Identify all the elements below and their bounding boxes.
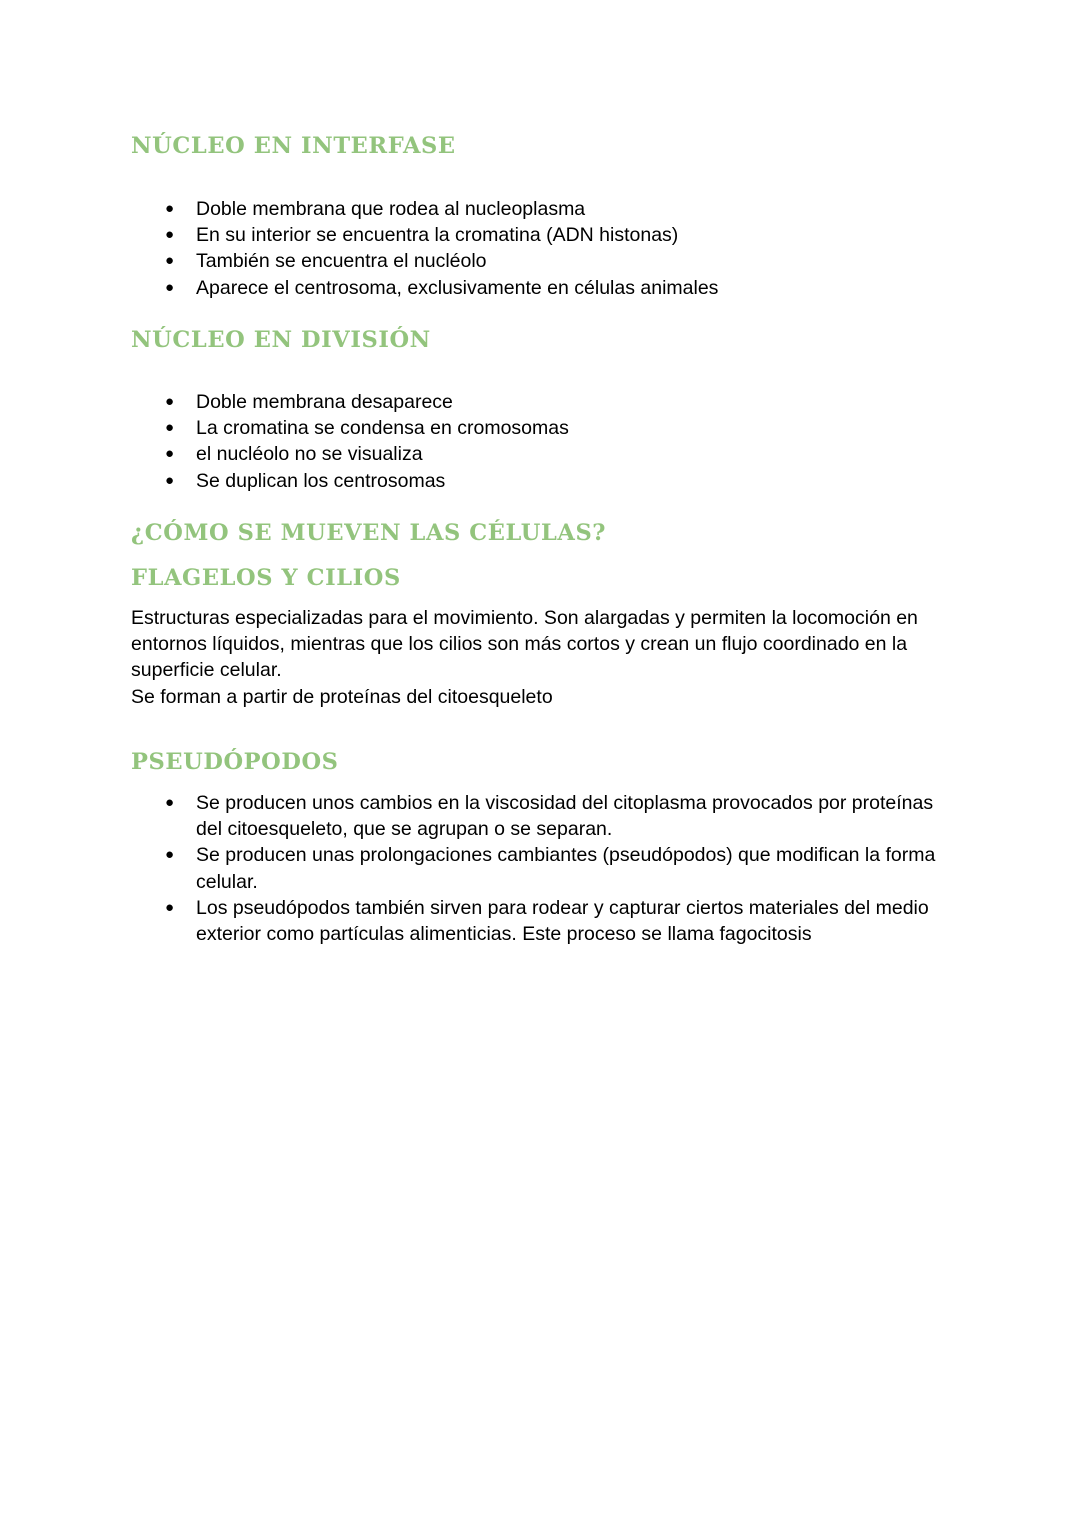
heading-nucleo-interfase: NÚCLEO EN INTERFASE <box>131 133 456 159</box>
list-item: ● Se duplican los centrosomas <box>131 468 961 494</box>
bullet-icon: ● <box>165 471 175 489</box>
heading-flagelos-cilios: FLAGELOS Y CILIOS <box>131 565 401 591</box>
list-item: ● En su interior se encuentra la cromatina (ADN histonas) <box>131 222 961 248</box>
bullet-icon: ● <box>165 200 175 217</box>
heading-pseudopodos: PSEUDÓPODOS <box>131 749 339 775</box>
list-nucleo-division <box>131 389 961 494</box>
list-item: ● La cromatina se condensa en cromosomas <box>131 415 961 441</box>
list-item: ● Se producen unos cambios en la viscosidad del citoplasma provocados por proteínas del citoesqueleto, que se agrupan o se separan. <box>165 792 934 841</box>
bullet-icon: ● <box>165 393 175 410</box>
list-item: ● el nucléolo no se visualiza <box>131 441 961 467</box>
list-item: ● Aparece el centrosoma, exclusivamente en células animales <box>131 275 961 301</box>
list-item: ● También se encuentra el nucléolo <box>131 248 961 274</box>
list-item: ● Doble membrana desaparece <box>131 389 961 415</box>
bullet-icon: ● <box>165 794 175 811</box>
list-item: ● Los pseudópodos también sirven para rodear y capturar ciertos materiales del medio exterior como partículas alimenticias. Este proceso se llama fagocitosis <box>165 896 929 946</box>
paragraph-flagelos: Estructuras especializadas para el movimiento. Son alargadas y permiten la locomoción en entornos líquidos, mientras que los cilios son más cortos y crean un flujo coordinado en la superficie celular. <box>131 607 918 682</box>
bullet-icon: ● <box>165 278 175 296</box>
bullet-icon: ● <box>165 846 175 864</box>
heading-nucleo-division: NÚCLEO EN DIVISIÓN <box>131 327 431 353</box>
list-item: ● Se producen unas prolongaciones cambiantes (pseudópodos) que modifican la forma celular. <box>165 844 936 893</box>
list-pseudopodos <box>131 790 961 947</box>
heading-como-se-mueven: ¿CÓMO SE MUEVEN LAS CÉLULAS? <box>131 520 607 546</box>
bullet-icon: ● <box>165 252 175 270</box>
bullet-icon: ● <box>165 419 175 437</box>
list-item: ● Doble membrana que rodea al nucleoplasma <box>131 196 961 222</box>
bullet-icon: ● <box>165 226 175 244</box>
bullet-icon: ● <box>165 445 175 463</box>
list-nucleo-interfase <box>131 196 961 301</box>
paragraph-citoesqueleto: Se forman a partir de proteínas del citoesqueleto <box>131 686 553 708</box>
bullet-icon: ● <box>165 898 175 916</box>
